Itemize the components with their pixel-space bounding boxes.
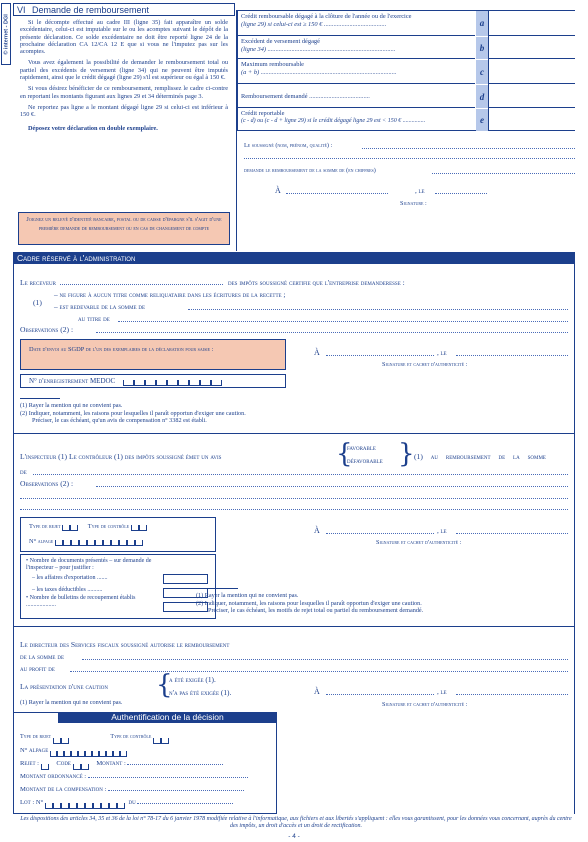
signer-label: Le soussigné (nom, prénom, qualité) : [244,142,333,149]
alpage-field[interactable] [55,538,143,545]
line-e-sub: (c - d) ou (c - d + ligne 29) si le crédit dégagé ligne 29 est < 150 € ............... [241,118,426,124]
copyright-strip [1,3,11,65]
line-b-label: Excédent de versement dégagé [241,38,320,45]
directeur-somme-label: de la somme de [20,652,65,661]
paragraph-2: Vous avez également la possibilité de demander le remboursement total ou partiel des excédents de versement (ligne 34) qui ne peuvent être imputés rapidement, ainsi que le crédit dégagé (ligne 29) s'il est supérieur ou égal à 150 €. [20,59,228,82]
line-c-label: Maximum remboursable [241,61,305,68]
line-d-label: Remboursement demandé ...................................... [241,93,370,100]
divider-1 [13,433,575,434]
line-d [238,84,475,108]
auth-ordonnance-field[interactable] [88,772,248,778]
auth-alpage-field[interactable] [50,747,127,754]
amount-d[interactable] [489,84,575,108]
line-e-label: Crédit reportable [241,110,285,117]
auth-compensation-label: Montant de la compensation : [20,786,107,793]
directeur-signature-label: Signature et cachet d'authenticité : [382,701,468,708]
defavorable-label: défavorable [347,457,383,465]
auth-fields [20,730,272,809]
medoc-field[interactable] [123,377,222,386]
line-b-sub: (ligne 34) ................................................................................ [241,46,396,53]
section-number: VI [17,5,26,15]
somme-field[interactable] [188,309,568,310]
paragraph-4: Ne reportez pas ligne a le montant dégagé ligne 29 si celui-ci est inférieur à 150 €. [20,103,228,119]
amount-request-label: demande le remboursement de la somme de (en chiffres) [244,167,376,174]
directeur-place-label: À [314,687,320,696]
admin-date-field[interactable] [456,355,568,356]
medoc-label: N° d'enregistrement MEDOC [29,377,116,385]
line-d-letter: d [476,84,488,108]
alpage-label: N° alpage [29,538,54,545]
type-rejet-label: Type de rejet [29,523,61,530]
date-label: , le [415,187,425,195]
type-controle-label: Type de contrôle [87,523,130,530]
directeur-place-field[interactable] [326,694,434,695]
line-a-sub: (ligne 29) si celui-ci est ≥ 150 € ....................................... [241,21,387,28]
line-b-letter: b [476,36,488,59]
line-e [238,108,475,131]
line-b [238,36,475,59]
inspecteur-place-label: À [314,526,320,535]
date-field[interactable] [435,193,487,194]
auth-code-label: Code [56,760,71,767]
amount-e[interactable] [489,108,575,130]
admin-place-field[interactable] [326,355,434,356]
auth-type-controle-field[interactable] [153,733,169,740]
directeur-somme-field[interactable] [82,659,568,660]
inspecteur-footnote-rule [196,588,238,589]
inspecteur-text-2: (1) au remboursement de la somme [414,452,546,461]
line-a-label: Crédit remboursable dégagé à la clôture de l'année ou de l'exercice [241,13,412,20]
auth-compensation-field[interactable] [108,785,244,791]
auth-type-controle-label: Type de contrôle [110,734,152,740]
inspecteur-footnote-1: (1) Rayer la mention qui ne convient pas. [196,592,299,599]
auth-du-field[interactable] [137,798,233,804]
receveur-opt1: – ne figure à aucun titre comme reliquataire dans les écritures de la recette ; [54,290,286,299]
page-number: - 4 - [288,833,300,840]
inspecteur-footnotes [196,592,423,615]
legal-note: Les dispositions des articles 34, 35 et 36 de la loi n° 78-17 du 6 janvier 1978 modifiée relative à l'informatique, aux fichiers et aux libertés s'appliquent : elles vous garantissent, pour les données vous concernant, auprès du centre des impôts, un droit d'accès et un droit de rectification. [20,816,572,829]
receveur-mark: (1) [33,298,42,307]
inspecteur-de-label: de [20,467,27,476]
type-rejet-field[interactable] [62,523,78,530]
section-vi-text [20,19,228,132]
admin-header: Cadre réservé à l'administration [13,252,575,264]
admin-footnote-1: (1) Rayer la mention qui ne convient pas. [20,402,123,409]
inspecteur-observations-label: Observations (2) : [20,479,74,488]
amount-b[interactable] [489,36,575,59]
auth-montant-label: Montant : [96,760,126,767]
auth-lot-label: Lot : N° [20,799,44,806]
line-a [238,11,475,36]
admin-footnotes [20,402,246,425]
line-e-letter: e [476,108,488,131]
line-a-letter: a [476,11,488,36]
inspecteur-observations-field-2[interactable] [20,498,568,499]
auth-rejet-label: Rejet : [20,760,39,767]
place-field[interactable] [286,193,388,194]
sgdp-box [20,339,286,370]
sgdp-label: Date d'envoi au SGDP de l'un des exemplaires de la déclaration pour saisie : [29,346,214,353]
amount-a[interactable] [489,11,575,36]
amount-request-field[interactable] [432,173,575,174]
inspecteur-date-label: , le [437,527,447,535]
inspecteur-signature-label: Signature et cachet d'authenticité : [376,539,462,546]
caution-brace: { [156,670,173,700]
inspecteur-text: L'inspecteur (1) Le contrôleur (1) des impôts soussigné émet un avis [20,452,222,461]
section-vi-header [13,3,235,16]
auth-alpage-label: N° alpage [20,747,49,754]
admin-place-label: À [314,348,320,357]
caution-exigee: a été exigée (1). [169,675,216,684]
copyright-label: © internet - DGI [3,14,10,55]
inspecteur-date-field[interactable] [456,533,568,534]
signature-label: Signature : [400,200,427,207]
auth-ordonnance-label: Montant ordonnancé : [20,773,87,780]
auth-type-rejet-field[interactable] [53,733,69,740]
deposit-note: Déposez votre déclaration en double exemplaire. [28,124,158,132]
rib-note: Joignez un relevé d'identité bancaire, postal ou de caisse d'épargne s'il s'agit d'une première demande de remboursement ou en cas de changement de compte [18,212,230,245]
auth-header: Authentification de la décision [58,712,277,723]
auth-du-label: du [128,799,136,806]
inspecteur-type-box [20,517,216,552]
paragraph-3: Si vous désirez bénéficier de ce remboursement, remplissez le cadre ci-contre en reportant les montants figurant aux lignes 29 et 34 déterminés page 3. [20,85,228,100]
au-titre-label: au titre de [78,314,110,323]
auth-code-field[interactable] [73,760,89,767]
section-title: Demande de remboursement [32,5,150,15]
amount-boxes [489,10,575,131]
docs-bulletins-label: • Nombre de bulletins de recoupement établis .................... [26,595,136,608]
docs-taxes-label: – les taxes déductibles .......... [32,587,103,593]
brace-left: { [336,439,353,469]
directeur-profit-field[interactable] [70,671,568,672]
docs-export-field[interactable] [163,574,208,584]
inspecteur-footnote-3: Préciser, le cas échéant, les motifs de rejet total ou partiel du remboursement demandé. [208,607,424,615]
admin-signature-label: Signature et cachet d'authenticité : [382,361,468,368]
line-c [238,59,475,84]
directeur-text: Le directeur des Services fiscaux soussigné autorise le remboursement [20,640,230,649]
directeur-footnote: (1) Rayer la mention qui ne convient pas. [20,699,123,706]
caution-label: La présentation d'une caution [20,682,108,691]
docs-export-label: – les affaires d'exportation ....... [32,575,108,581]
medoc-box [20,374,286,388]
au-titre-field[interactable] [118,321,568,322]
amount-c[interactable] [489,59,575,84]
inspecteur-observations-field[interactable] [96,486,568,487]
admin-footnote-3: Préciser, le cas échéant, qu'un avis de compensation n° 3382 est établi. [32,417,207,425]
observations-field[interactable] [96,332,568,333]
observations-label: Observations (2) : [20,325,74,334]
caution-non-exigee: n'a pas été exigée (1). [169,688,232,697]
auth-type-rejet-label: Type de rejet [20,734,52,740]
line-c-letter: c [476,59,488,84]
auth-montant-field[interactable] [127,759,223,765]
refund-lines [237,10,489,131]
inspecteur-de-field[interactable] [33,474,568,475]
divider-2 [13,626,575,627]
auth-rejet-field[interactable] [41,760,49,767]
receveur-text: des impôts soussigné certifie que l'entreprise demanderesse : [228,278,405,287]
receveur-field[interactable] [60,284,223,285]
directeur-profit-label: au profit de [20,664,55,673]
inspecteur-observations-field-3[interactable] [20,509,568,510]
auth-lot-field[interactable] [45,799,125,806]
directeur-date-field[interactable] [456,694,568,695]
signer-field-2[interactable] [244,158,575,159]
receveur-opt2: – est redevable de la somme de [54,302,146,311]
signer-field[interactable] [362,148,575,149]
directeur-date-label: , le [437,688,447,696]
type-controle-field[interactable] [131,523,147,530]
admin-footnote-rule [20,398,60,399]
brace-right: } [398,439,415,469]
line-c-sub: (a + b) ..................................................................................... [241,69,397,76]
inspecteur-place-field[interactable] [326,533,434,534]
documents-title: • Nombre de documents présentés – sur demande de l'inspecteur – pour justifier : [26,558,152,571]
place-label: À [275,186,281,195]
admin-footnote-2: (2) Indiquer, notamment, les raisons pour lesquelles il paraît opportun d'exiger une caution. [20,409,246,417]
inspecteur-footnote-2: (2) Indiquer, notamment, les raisons pour lesquelles il paraît opportun d'exiger une caution. [196,599,422,607]
favorable-label: favorable [347,444,376,452]
admin-date-label: , le [437,349,447,357]
receveur-label: Le receveur [20,278,56,287]
paragraph-1: Si le décompte effectué au cadre III (ligne 35) fait apparaître un solde excédentaire, celui-ci est imputable sur le ou les acomptes suivant le dépôt de la présente déclaration. Ce solde excédentaire ne doit être reporté ligne 24 de la prochaine déclaration CA 12/CA 12 E que si vous ne l'imputez pas sur les acomptes. [20,19,228,56]
